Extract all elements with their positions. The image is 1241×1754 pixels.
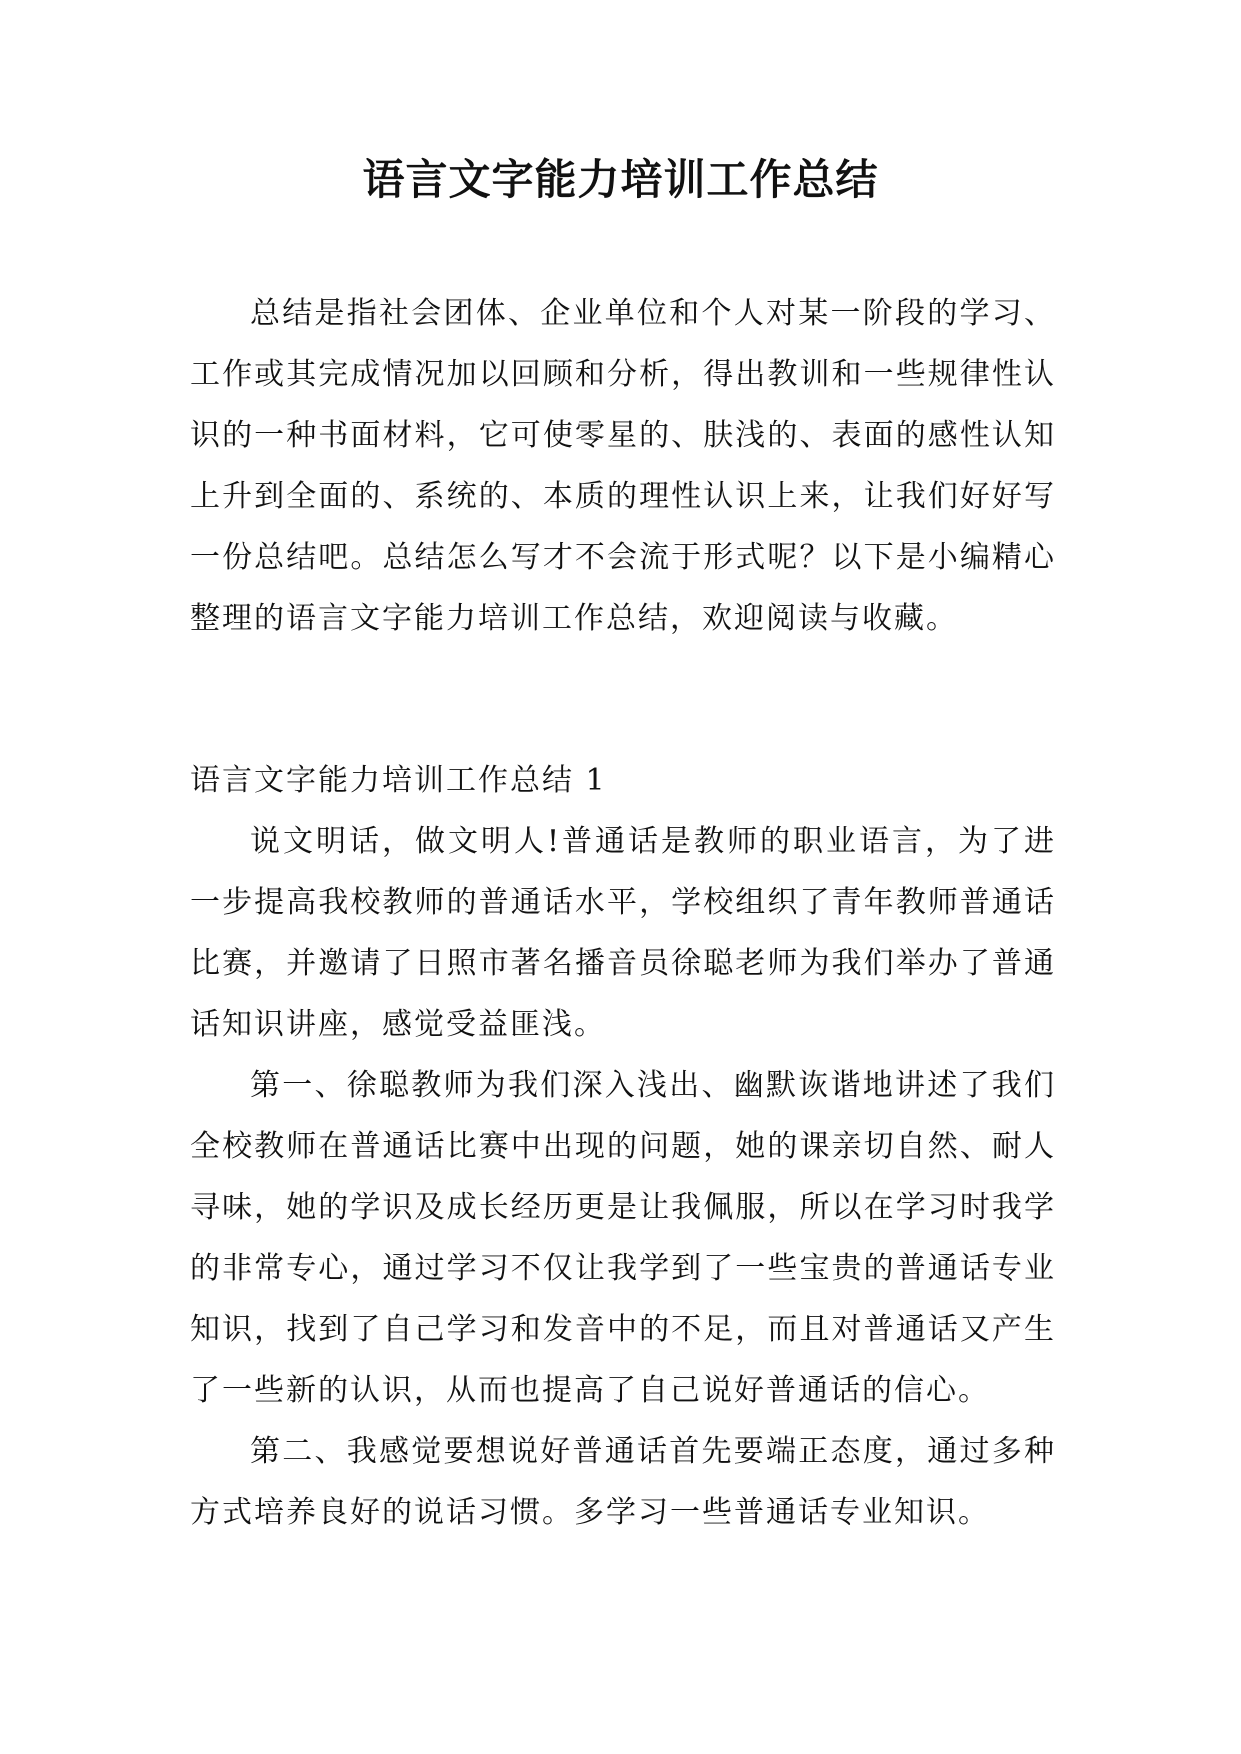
section-1 bbox=[190, 750, 1056, 1543]
body-paragraph-1: 说文明话，做文明人!普通话是教师的职业语言，为了进一步提高我校教师的普通话水平，学校组织了青年教师普通话比赛，并邀请了日照市著名播音员徐聪老师为我们举办了普通话知识讲座，感觉受益匪浅。 bbox=[190, 824, 1056, 1042]
document-title: 语言文字能力培训工作总结 bbox=[362, 155, 879, 204]
body-paragraph-2: 第一、徐聪教师为我们深入浅出、幽默诙谐地讲述了我们全校教师在普通话比赛中出现的问题，她的课亲切自然、耐人寻味，她的学识及成长经历更是让我佩服，所以在学习时我学的非常专心，通过学习不仅让我学到了一些宝贵的普通话专业知识，找到了自己学习和发音中的不足，而且对普通话又产生了一些新的认识，从而也提高了自己说好普通话的信心。 bbox=[190, 1068, 1056, 1408]
section-heading: 语言文字能力培训工作总结 1 bbox=[190, 763, 607, 798]
intro-section bbox=[190, 283, 1056, 649]
body-paragraph-3: 第二、我感觉要想说好普通话首先要端正态度，通过多种方式培养良好的说话习惯。多学习一些普通话专业知识。 bbox=[190, 1434, 1056, 1530]
intro-paragraph: 总结是指社会团体、企业单位和个人对某一阶段的学习、工作或其完成情况加以回顾和分析，得出教训和一些规律性认识的一种书面材料，它可使零星的、肤浅的、表面的感性认知上升到全面的、系统的、本质的理性认识上来，让我们好好写一份总结吧。总结怎么写才不会流于形式呢？以下是小编精心整理的语言文字能力培训工作总结，欢迎阅读与收藏。 bbox=[190, 296, 1056, 636]
